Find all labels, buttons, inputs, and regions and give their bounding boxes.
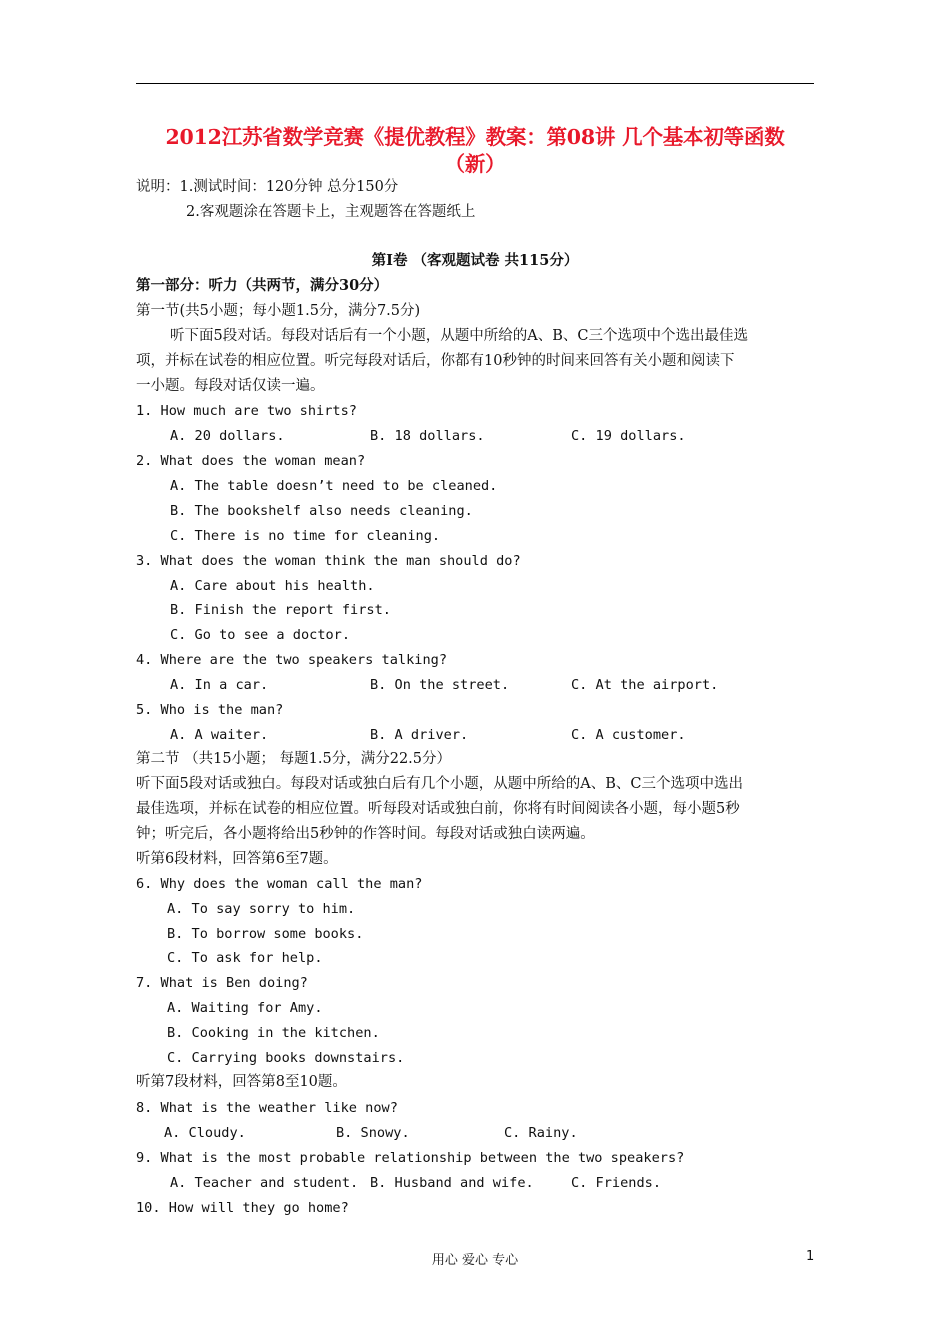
question-2-stem: 2. What does the woman mean? bbox=[136, 453, 366, 469]
section1-instruction-2: 项，并标在试卷的相应位置。听完每段对话后，你都有10秒钟的时间来回答有关小题和阅读下 bbox=[136, 353, 735, 369]
question-5-stem: 5. Who is the man? bbox=[136, 702, 284, 718]
section1-instruction-3: 一小题。每段对话仅读一遍。 bbox=[136, 378, 325, 394]
section1-instruction-1: 听下面5段对话。每段对话后有一个小题，从题中所给的A、B、C三个选项中个选出最佳选 bbox=[170, 328, 748, 344]
question-3-option-c: C. Go to see a doctor. bbox=[170, 627, 351, 643]
question-8-option-a: A. Cloudy. bbox=[164, 1125, 246, 1141]
page-footer: 用心 爱心 专心 bbox=[431, 1253, 519, 1268]
question-5-option-c: C. A customer. bbox=[571, 727, 686, 743]
question-6-option-c: C. To ask for help. bbox=[167, 950, 323, 966]
section2-instruction-2: 最佳选项，并标在试卷的相应位置。听每段对话或独白前，你将有时间阅读各小题，每小题5秒 bbox=[136, 801, 740, 817]
question-1-option-a: A. 20 dollars. bbox=[170, 428, 285, 444]
question-7-stem: 7. What is Ben doing? bbox=[136, 975, 308, 991]
header-rule bbox=[136, 83, 814, 84]
question-4-option-b: B. On the street. bbox=[370, 677, 510, 693]
document-title bbox=[136, 124, 814, 178]
notes-line-1: 说明：1.测试时间：120分钟 总分150分 bbox=[136, 179, 399, 195]
question-4-stem: 4. Where are the two speakers talking? bbox=[136, 652, 447, 668]
question-1-option-b: B. 18 dollars. bbox=[370, 428, 485, 444]
section2-heading: 第二节 （共15小题； 每题1.5分，满分22.5分） bbox=[136, 751, 452, 767]
question-6-option-b: B. To borrow some books. bbox=[167, 926, 364, 942]
question-9-option-a: A. Teacher and student. bbox=[170, 1175, 359, 1191]
question-7-option-a: A. Waiting for Amy. bbox=[167, 1000, 323, 1016]
question-9-stem: 9. What is the most probable relationship between the two speakers? bbox=[136, 1150, 685, 1166]
question-6-stem: 6. Why does the woman call the man? bbox=[136, 876, 423, 892]
volume-heading: 第Ⅰ卷 （客观题试卷 共115分） bbox=[371, 252, 579, 269]
question-9-option-b: B. Husband and wife. bbox=[370, 1175, 534, 1191]
question-5-option-a: A. A waiter. bbox=[170, 727, 269, 743]
material-7-note: 听第7段材料，回答第8至10题。 bbox=[136, 1074, 347, 1090]
section2-instruction-3: 钟；听完后，各小题将给出5秒钟的作答时间。每段对话或独白读两遍。 bbox=[136, 826, 595, 842]
question-8-option-c: C. Rainy. bbox=[504, 1125, 578, 1141]
question-3-stem: 3. What does the woman think the man should do? bbox=[136, 553, 521, 569]
question-2-option-c: C. There is no time for cleaning. bbox=[170, 528, 441, 544]
question-8-option-b: B. Snowy. bbox=[336, 1125, 410, 1141]
question-2-option-b: B. The bookshelf also needs cleaning. bbox=[170, 503, 473, 519]
page-number: 1 bbox=[806, 1249, 815, 1264]
question-1-option-c: C. 19 dollars. bbox=[571, 428, 686, 444]
question-2-option-a: A. The table doesn’t need to be cleaned. bbox=[170, 478, 498, 494]
part1-heading: 第一部分：听力（共两节，满分30分） bbox=[136, 277, 389, 294]
title-line-1: 2012江苏省数学竞赛《提优教程》教案：第08讲 几个基本初等函数 bbox=[165, 125, 785, 149]
question-10-stem: 10. How will they go home? bbox=[136, 1200, 349, 1216]
question-3-option-b: B. Finish the report first. bbox=[170, 602, 391, 618]
question-3-option-a: A. Care about his health. bbox=[170, 578, 375, 594]
material-6-note: 听第6段材料，回答第6至7题。 bbox=[136, 851, 338, 867]
notes-line-2: 2.客观题涂在答题卡上，主观题答在答题纸上 bbox=[186, 204, 476, 220]
question-1-stem: 1. How much are two shirts? bbox=[136, 403, 357, 419]
section1-heading: 第一节(共5小题；每小题1.5分，满分7.5分) bbox=[136, 303, 421, 319]
question-9-option-c: C. Friends. bbox=[571, 1175, 662, 1191]
question-7-option-b: B. Cooking in the kitchen. bbox=[167, 1025, 380, 1041]
question-5-option-b: B. A driver. bbox=[370, 727, 469, 743]
question-4-option-a: A. In a car. bbox=[170, 677, 269, 693]
section2-instruction-1: 听下面5段对话或独白。每段对话或独白后有几个小题，从题中所给的A、B、C三个选项中选出 bbox=[136, 776, 743, 792]
question-4-option-c: C. At the airport. bbox=[571, 677, 719, 693]
question-6-option-a: A. To say sorry to him. bbox=[167, 901, 356, 917]
question-8-stem: 8. What is the weather like now? bbox=[136, 1100, 398, 1116]
title-line-2: （新） bbox=[444, 152, 506, 176]
question-7-option-c: C. Carrying books downstairs. bbox=[167, 1050, 405, 1066]
